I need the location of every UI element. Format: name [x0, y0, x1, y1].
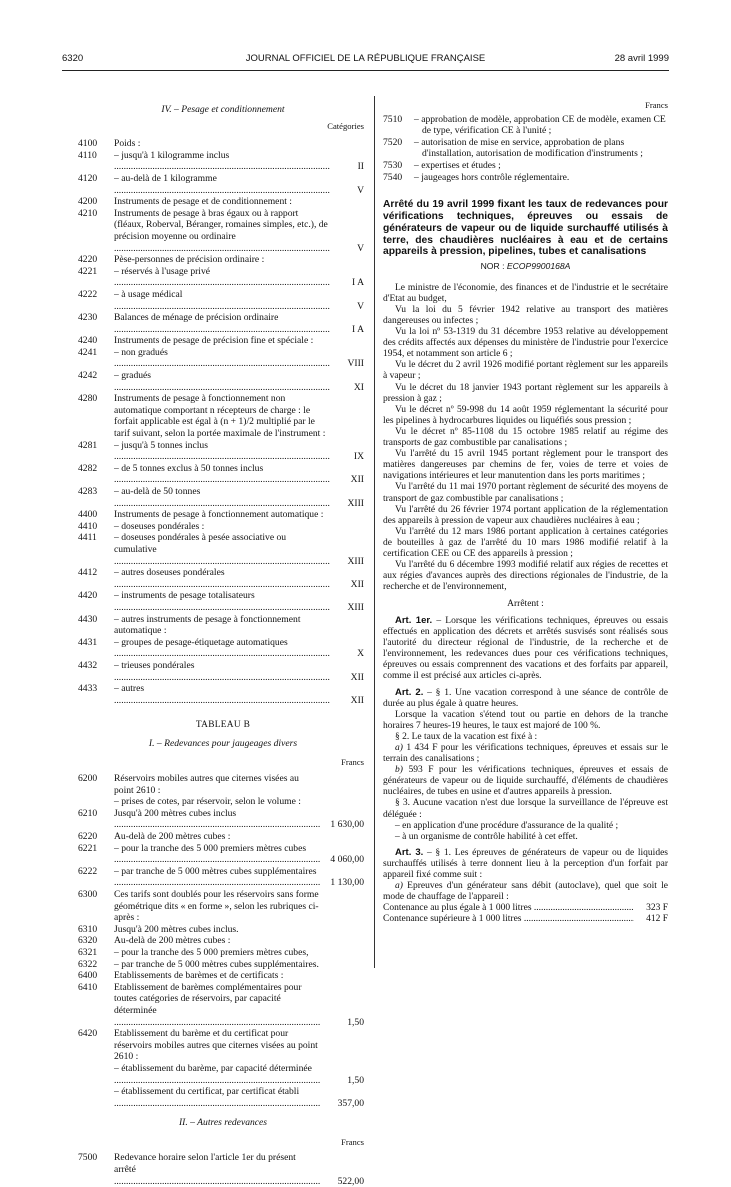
- table-row: [78, 393, 364, 440]
- row-text: Ces tarifs sont doublés pour les réservoirs sans forme géométrique dits « en forme », selon les rubriques ci-après :: [114, 889, 319, 924]
- row-code: 4110: [78, 149, 97, 161]
- row-value: XII: [350, 578, 364, 590]
- table-row: [78, 1028, 364, 1063]
- row-text: – jusqu'à 5 tonnes inclus .....: [114, 440, 330, 463]
- row-code: 4100: [78, 138, 98, 150]
- table-row: [78, 346, 364, 370]
- row-text: – jusqu'à 1 kilogramme inclus .....: [114, 150, 330, 173]
- visa-paragraph: Vu l'arrêté du 6 décembre 1993 modifié relatif aux régies de recettes et aux régies d'avances auprès des directions régionales de l'industrie, de la recherche et de l'environnement,: [383, 560, 668, 593]
- table-row: [78, 288, 364, 312]
- article-2-label: Art. 2.: [395, 686, 424, 698]
- article-2-item-a-text: 1 434 F pour les vérifications techniques, épreuves et essais sur le terrain des canalisations ;: [383, 742, 668, 765]
- row-text: – au-delà de 50 tonnes .....: [114, 486, 330, 509]
- table-row: [78, 335, 364, 347]
- row-text: – par tranche de 5 000 mètres cubes supplémentaires .....: [114, 866, 320, 889]
- article-1: [383, 615, 668, 683]
- article-1-text: – Lorsque les vérifications techniques, épreuves ou essais effectués en application des décrets et arrêtés susvisés sont réalisés sous l'autorité du directeur régional de l'industrie, de la recherche et de l'environnement, les redevances dues pour ces vérifications techniques, épreuves ou essais comprennent des vacations et des forfaits par appareil, comme il est précisé aux articles ci-après.: [383, 615, 668, 682]
- table-row: [78, 659, 364, 683]
- article-2-para-3: § 2. Le taux de la vacation est fixé à :: [395, 731, 538, 742]
- visa-paragraph: Vu l'arrêté du 26 février 1974 portant application de la réglementation des appareils à pression de vapeur aux chaudières nucléaires à eau ;: [383, 504, 668, 526]
- section-ii-title: II. – Autres redevances: [178, 1117, 268, 1129]
- row-text: – établissement du certificat, par certificat établi .....: [114, 1086, 320, 1109]
- rate-label: Contenance au plus égale à 1 000 litres .....: [383, 903, 634, 914]
- row-code: 4283: [78, 486, 98, 497]
- francs-header-2: Francs: [341, 1136, 364, 1147]
- table-row: [78, 312, 364, 335]
- table-row: [78, 773, 364, 796]
- table-row: [78, 532, 364, 567]
- row-text: – pour la tranche des 5 000 premiers mètres cubes,: [114, 946, 309, 958]
- row-value: XII: [350, 694, 364, 706]
- row-text: Jusqu'à 200 mètres cubes inclus .....: [114, 808, 320, 831]
- row-value: XII: [350, 474, 364, 486]
- section-iv-title: IV. – Pesage et conditionnement: [161, 104, 285, 115]
- row-value: IX: [353, 451, 364, 463]
- row-text: – par tranche de 5 000 mètres cubes supplémentaires.: [114, 958, 319, 970]
- table-row: [78, 509, 364, 521]
- row-value: V: [357, 242, 364, 254]
- row-text: – au-delà de 1 kilogramme .....: [114, 173, 330, 196]
- table-row: [78, 207, 364, 254]
- rate-label: Contenance supérieure à 1 000 litres .....: [383, 914, 634, 925]
- categories-header: Catégories: [327, 120, 364, 131]
- row-text: – autres .....: [114, 683, 330, 706]
- article-2-item-a: [383, 743, 668, 765]
- header-rule: [62, 70, 669, 71]
- left-column: [78, 104, 364, 1187]
- table-row: [78, 196, 364, 208]
- article-3-item-a-text: Epreuves d'un générateur sans débit (autoclave), quel que soit le mode de chauffage de l'appareil :: [383, 881, 668, 903]
- article-2-item-b-text: 593 F pour les vérifications techniques, épreuves et essais de générateurs de vapeur ou de liquide surchauffé, d'éléments de chaudières nucléaires, de tubes en usine et d'autres appareils à pression.: [383, 765, 668, 798]
- visa-paragraph: Vu l'arrêté du 12 mars 1986 portant application à certaines catégories de bouteilles à gaz de l'arrêté du 10 mars 1986 modifié relatif à la certification CEE ou CE des appareils à pression ;: [383, 526, 668, 559]
- row-text: – autres doseuses pondérales .....: [114, 567, 330, 590]
- row-text: – doseuses pondérales à pesée associative ou cumulative .....: [114, 532, 330, 567]
- row-text: – prises de cotes, par réservoir, selon le volume :: [114, 796, 301, 808]
- row-value: VIII: [347, 358, 364, 370]
- row-code: 4280: [78, 393, 98, 405]
- row-text: Redevance horaire selon l'article 1er du présent arrêté .....: [114, 1152, 320, 1187]
- table-row: [78, 520, 364, 533]
- row-text: – trieuses pondérales .....: [114, 660, 330, 683]
- table-row: [78, 831, 364, 843]
- francs-header: Francs: [341, 757, 364, 768]
- article-2-list-item-1: – en application d'une procédure d'assurance de la qualité ;: [395, 820, 619, 831]
- item-code: 7510: [383, 113, 403, 125]
- row-text: – pour la tranche des 5 000 premiers mètres cubes .....: [114, 843, 320, 866]
- table-row: [78, 462, 364, 486]
- nor-reference: [383, 261, 668, 273]
- row-value: 1,50: [347, 1016, 364, 1028]
- row-text: Au-delà de 200 mètres cubes :: [114, 831, 231, 843]
- row-code: 6410: [78, 981, 98, 993]
- table-row: [78, 1152, 364, 1187]
- row-code: 4411: [78, 532, 97, 544]
- article-3-item-a: [383, 881, 668, 903]
- row-text: – doseuses pondérales :: [114, 520, 205, 532]
- row-code: 4430: [78, 613, 98, 625]
- row-value: 1,50: [347, 1074, 364, 1086]
- table-row: [78, 254, 364, 266]
- tableau-b-heading: TABLEAU B: [195, 720, 251, 731]
- row-code: 6400: [78, 970, 98, 982]
- row-value: 1 130,00: [330, 877, 364, 889]
- row-code: 4432: [78, 659, 98, 671]
- row-code: 6320: [78, 935, 98, 947]
- visa-paragraph: Vu le décret du 2 avril 1926 modifié portant règlement sur les appareils à vapeur ;: [383, 360, 668, 382]
- row-value: 357,00: [337, 1097, 364, 1109]
- table-row: [78, 865, 364, 889]
- article-1-label: Art. 1er.: [395, 614, 433, 626]
- row-value: XIII: [347, 601, 364, 613]
- article-2-para-4: § 3. Aucune vacation n'est due lorsque la surveillance de l'épreuve est déléguée :: [383, 798, 668, 820]
- article-2-item-b: [383, 765, 668, 798]
- row-code: 6210: [78, 807, 98, 819]
- row-code: 4282: [78, 462, 98, 474]
- article-2-text: – § 1. Une vacation correspond à une séance de contrôle de durée au plus égale à quatre heures.: [383, 687, 668, 709]
- row-text: Instruments de pesage à fonctionnement automatique :: [114, 509, 324, 521]
- row-code: 6300: [78, 889, 98, 900]
- row-code: 6420: [78, 1028, 98, 1040]
- row-code: 6321: [78, 946, 98, 958]
- row-text: Instruments de pesage à bras égaux ou à rapport (fléaux, Roberval, Béranger, romaines simples, etc.), de précision moyenne ou ordinaire .....: [114, 208, 330, 254]
- row-text: – gradués .....: [114, 370, 330, 393]
- item-code: 7530: [383, 159, 403, 171]
- article-3-text: – § 1. Les épreuves de générateurs de vapeur ou de liquides surchauffés utilisés à terre donnent lieu à la perception d'un forfait par appareil fixé comme suit :: [383, 847, 668, 881]
- article-3-label: Art. 3.: [395, 846, 424, 858]
- table-row: [78, 138, 364, 150]
- row-text: Poids :: [114, 138, 141, 150]
- row-code: 6310: [78, 923, 98, 935]
- table-row: [78, 958, 364, 971]
- table-row: [78, 149, 364, 173]
- row-text: Etablissement du barème et du certificat pour réservoirs mobiles autres que citernes visées au point 2610 :: [114, 1028, 318, 1063]
- article-2: [383, 687, 668, 710]
- row-text: – réservés à l'usage privé .....: [114, 266, 330, 289]
- row-code: 4410: [78, 520, 98, 532]
- row-text: Instruments de pesage et de conditionnement :: [114, 196, 292, 208]
- table-row: [78, 567, 364, 590]
- table-row: [78, 807, 364, 831]
- row-code: 4240: [78, 335, 98, 347]
- list-item: [383, 160, 668, 172]
- item-text: – autorisation de mise en service, approbation de plans d'installation, autorisation de modification d'instruments ;: [414, 136, 643, 160]
- article-3: [383, 847, 668, 881]
- item-text: – jaugeages hors contrôle réglementaire.: [414, 171, 570, 183]
- visa-paragraph: Vu l'arrêté du 11 mai 1970 portant règlement de sécurité des moyens de transport de gaz combustible par canalisations ;: [383, 482, 668, 504]
- row-text: – autres instruments de pesage à fonctionnement automatique :: [114, 613, 301, 637]
- table-row: [78, 683, 364, 706]
- row-value: I A: [352, 323, 364, 335]
- row-text: – instruments de pesage totalisateurs .....: [114, 590, 330, 613]
- francs-header-right: Francs: [645, 100, 668, 110]
- visa-paragraph: Vu le décret nº 59-998 du 14 août 1959 réglementant la sécurité pour les pipelines à hydrocarbures liquides ou liquéfiés sous pression ;: [383, 404, 668, 426]
- row-text: – de 5 tonnes exclus à 50 tonnes inclus .....: [114, 463, 330, 486]
- table-row: [78, 889, 364, 924]
- table-row: [78, 636, 364, 660]
- table-row: [78, 590, 364, 613]
- row-code: 4210: [78, 207, 98, 219]
- table-row: [78, 842, 364, 866]
- item-code: 7540: [383, 171, 403, 183]
- row-text: Instruments de pesage de précision fine et spéciale :: [114, 335, 314, 347]
- right-column: [383, 100, 668, 925]
- row-code: 4230: [78, 312, 98, 324]
- row-code: 4412: [78, 567, 98, 579]
- rate-row: [383, 914, 668, 925]
- row-text: Etablissements de barèmes et de certificats :: [114, 970, 284, 982]
- visa-paragraph: Vu la loi nº 53-1319 du 31 décembre 1953 relative au développement des crédits affectés aux dépenses du ministère de l'industrie pour l'exercice 1954, et notamment son article 6 ;: [383, 327, 668, 360]
- visa-paragraph: Vu le décret nº 85-1108 du 15 octobre 1985 relatif au régime des transports de gaz combustible par canalisations ;: [383, 426, 668, 449]
- pesage-table: [78, 138, 364, 706]
- row-code: 4200: [78, 196, 98, 208]
- row-value: 1 630,00: [330, 819, 364, 831]
- nor-label: NOR :: [480, 261, 507, 272]
- row-code: 4220: [78, 254, 98, 266]
- row-code: 4400: [78, 509, 98, 521]
- redevances-list: [383, 114, 668, 184]
- table-row: [78, 981, 364, 1028]
- article-3-rates: [383, 903, 668, 925]
- row-text: – non gradués .....: [114, 347, 330, 370]
- page-number: 6320: [62, 53, 84, 64]
- list-item: [383, 137, 668, 160]
- table-row: [78, 923, 364, 936]
- article-2-item-a-label: a): [395, 742, 403, 753]
- autres-table: [78, 1152, 364, 1187]
- table-row: [82, 796, 364, 808]
- row-text: Réservoirs mobiles autres que citernes visées au point 2610 :: [114, 773, 299, 796]
- row-text: Jusqu'à 200 mètres cubes inclus.: [114, 923, 239, 935]
- issue-date: 28 avril 1999: [614, 53, 669, 64]
- row-value: XI: [353, 381, 364, 393]
- item-text: – approbation de modèle, approbation CE de modèle, examen CE de type, vérification CE à l'unité ;: [414, 113, 666, 137]
- row-code: 4241: [78, 346, 98, 358]
- row-text: Etablissement de barèmes complémentaires pour toutes catégories de réservoirs, par capacité déterminée .....: [114, 982, 320, 1028]
- table-row: [78, 370, 364, 393]
- row-text: – établissement du barème, par capacité déterminée .....: [114, 1063, 320, 1086]
- row-value: I A: [352, 277, 364, 289]
- visa-paragraph: Vu la loi du 5 février 1942 relative au transport des matières dangereuses ou infectes ;: [383, 304, 668, 327]
- row-code: 4120: [78, 172, 98, 184]
- table-row: [78, 265, 364, 289]
- table-row: [78, 970, 364, 982]
- row-value: 4 060,00: [330, 854, 364, 866]
- row-text: – à usage médical .....: [114, 289, 330, 312]
- page-header: [62, 53, 669, 69]
- column-divider: [374, 96, 375, 968]
- rate-value: 323 F: [646, 903, 668, 914]
- row-text: Instruments de pesage à fonctionnement non automatique comportant n récepteurs de charge : le forfait applicable est égal à (n + 1)/2 multiplié par le tarif suivant, selon la portée maximale de l'instrument :: [114, 393, 326, 440]
- row-code: 4222: [78, 288, 98, 300]
- rate-row: [383, 903, 668, 914]
- table-row: [78, 613, 364, 637]
- table-row: [82, 1086, 364, 1109]
- journal-title: JOURNAL OFFICIEL DE LA RÉPUBLIQUE FRANÇAISE: [245, 53, 486, 64]
- list-item: [383, 114, 668, 137]
- row-code: 6222: [78, 865, 98, 877]
- row-code: 6322: [78, 958, 98, 970]
- table-row: [78, 946, 364, 959]
- row-value: X: [357, 648, 364, 660]
- arretent: Arrêtent :: [507, 599, 544, 610]
- table-row: [82, 1063, 364, 1086]
- row-value: 522,00: [337, 1175, 364, 1187]
- row-text: – groupes de pesage-étiquetage automatiques .....: [114, 637, 330, 660]
- visas: [383, 283, 668, 594]
- row-value: XII: [350, 671, 364, 683]
- row-value: V: [357, 184, 364, 196]
- row-code: 7500: [78, 1152, 98, 1164]
- row-text: Au-delà de 200 mètres cubes :: [114, 935, 231, 947]
- row-text: Pèse-personnes de précision ordinaire :: [114, 254, 265, 266]
- row-code: 4433: [78, 683, 98, 695]
- list-item: [383, 172, 668, 184]
- row-code: 4431: [78, 636, 98, 648]
- visa-paragraph: Vu l'arrêté du 15 avril 1945 portant règlement pour le transport des matières dangereuses par chemins de fer, voies de terre et voies de navigations intérieures et leur manutention dans les ports maritimes ;: [383, 449, 668, 482]
- row-value: XIII: [347, 497, 364, 509]
- visa-paragraph: Vu le décret du 18 janvier 1943 portant règlement sur les appareils à pression à gaz ;: [383, 382, 668, 404]
- visa-paragraph: Le ministre de l'économie, des finances et de l'industrie et le secrétaire d'Etat au budget,: [383, 282, 668, 304]
- rate-value: 412 F: [646, 914, 668, 925]
- table-row: [78, 172, 364, 196]
- article-3-item-a-label: a): [395, 881, 403, 892]
- nor-code: ECOP9900168A: [506, 261, 571, 272]
- row-code: 4420: [78, 590, 98, 602]
- row-value: II: [357, 161, 364, 173]
- table-row: [78, 439, 364, 463]
- table-row: [78, 935, 364, 947]
- item-text: – expertises et études ;: [414, 159, 501, 171]
- article-2-item-b-label: b): [395, 765, 403, 776]
- section-i-title: I. – Redevances pour jaugeages divers: [148, 737, 298, 749]
- row-value: XIII: [347, 555, 364, 567]
- table-row: [78, 486, 364, 509]
- row-code: 4242: [78, 370, 98, 382]
- article-2-list-item-2: – à un organisme de contrôle habilité à cet effet.: [395, 831, 578, 842]
- row-code: 6200: [78, 773, 98, 785]
- jaugeages-table: [78, 773, 364, 1109]
- row-text: Balances de ménage de précision ordinaire .....: [114, 312, 330, 335]
- row-code: 4281: [78, 439, 98, 451]
- row-code: 6221: [78, 842, 98, 854]
- arrete-title: Arrêté du 19 avril 1999 fixant les taux de redevances pour vérifications techniques, épreuves ou essais de générateurs de vapeur ou de liquide surchauffé utilisés à terre, des chaudières nucléaires à eau et de certains appareils à pression, pipelines, tubes et canalisations: [383, 199, 668, 258]
- item-code: 7520: [383, 136, 403, 148]
- article-2-para-2: Lorsque la vacation s'étend tout ou partie en dehors de la tranche horaires 7 heures-19 heures, le taux est majoré de 100 %.: [383, 709, 668, 731]
- row-code: 4221: [78, 265, 98, 277]
- row-code: 6220: [78, 831, 98, 843]
- row-value: V: [357, 300, 364, 312]
